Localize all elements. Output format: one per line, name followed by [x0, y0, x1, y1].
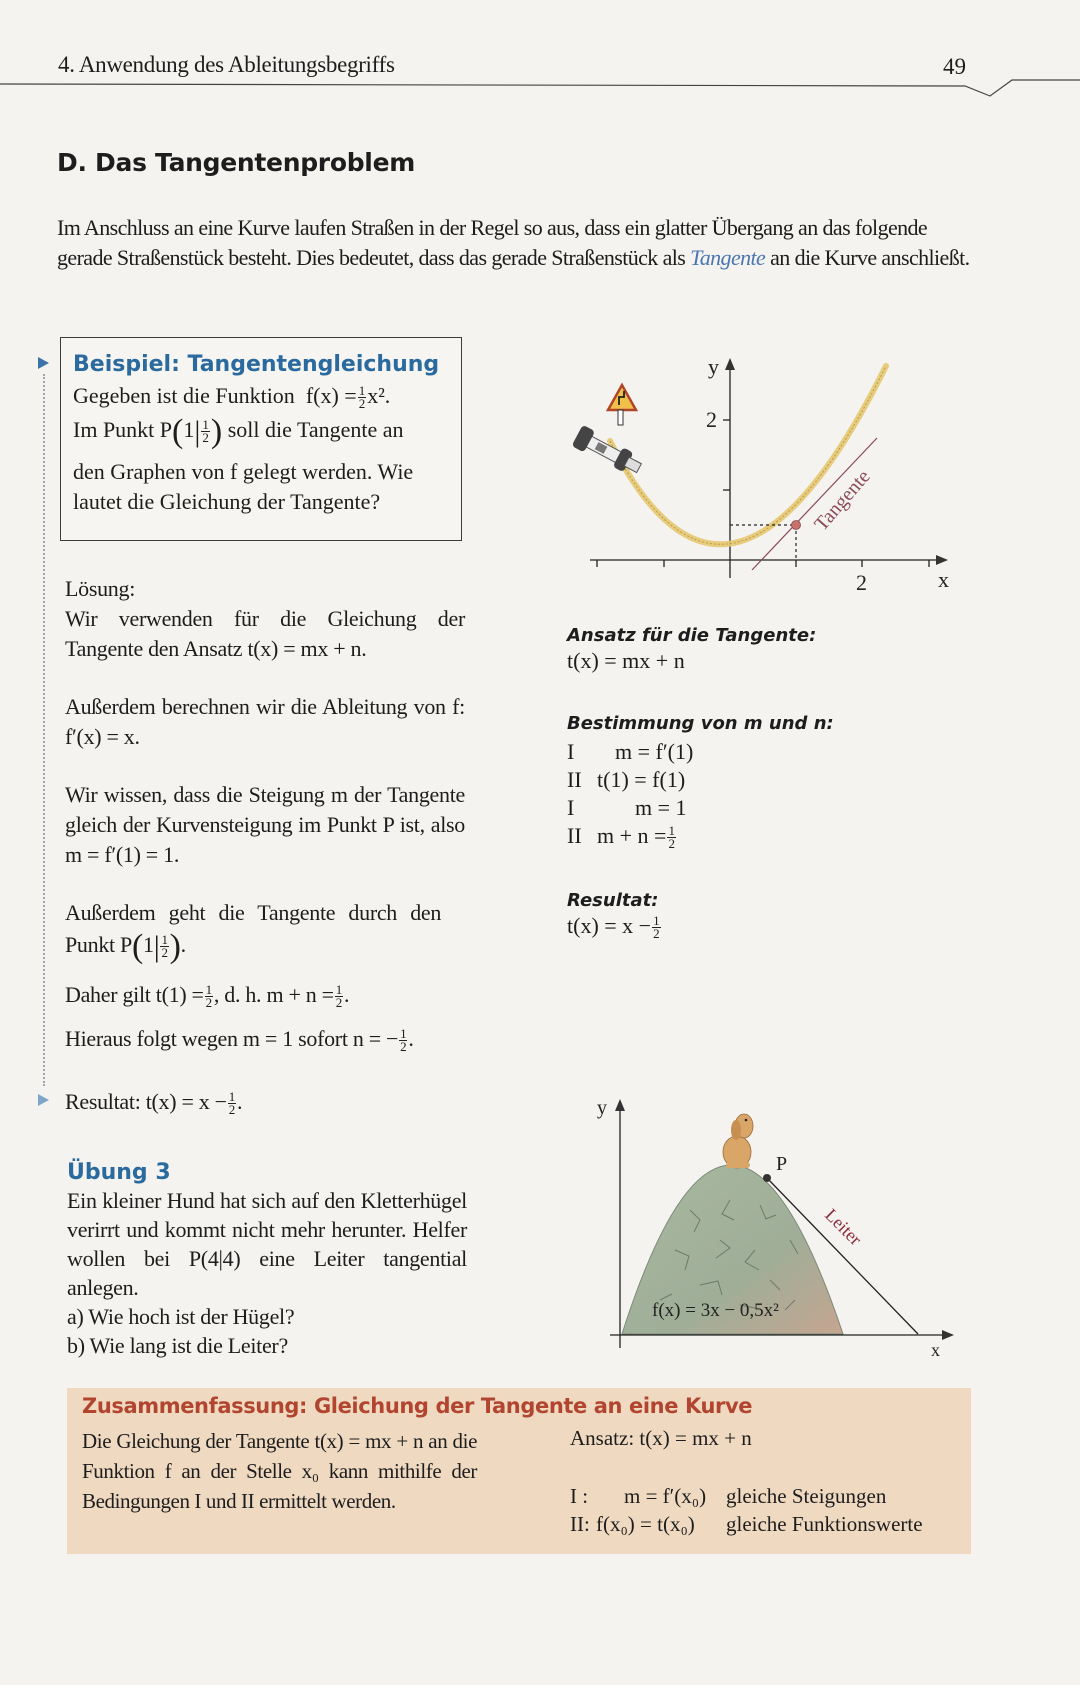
solution-paragraph-2: Außerdem berechnen wir die Ableitung von f: f′(x) = x.: [65, 694, 465, 749]
curve-warning-sign-icon: [608, 385, 636, 425]
intro-paragraph: [57, 213, 977, 273]
fraction: [228, 1091, 236, 1116]
example-line-1: [73, 382, 390, 410]
example-title: Beispiel: Tangentengleichung: [73, 352, 440, 377]
row-formula: m + n =: [597, 823, 667, 848]
intro-text: Im Anschluss an eine Kurve laufen Straßen in der Regel so aus, dass ein glatter Übergang an das folgende gerade Straßenstück besteht. Dies bedeutet, dass das gerade Straßenstück als: [57, 215, 928, 270]
row-label: II: [567, 767, 582, 792]
numerator: 1: [228, 1089, 235, 1105]
solution-paragraph-1: Wir verwenden für die Gleichung der Tangente den Ansatz t(x) = mx + n.: [65, 606, 465, 661]
fraction: [335, 984, 343, 1009]
fraction: [201, 419, 210, 444]
condition-row: [567, 766, 685, 794]
row-label: I: [567, 739, 575, 764]
exercise-question-a: a) Wie hoch ist der Hügel?: [67, 1304, 295, 1329]
denominator: 2: [205, 995, 212, 1011]
resultat-heading: Resultat:: [567, 890, 659, 911]
text: Daher gilt t(1) =: [65, 982, 204, 1007]
numerator: 1: [202, 417, 209, 433]
summary-title: Zusammenfassung: Gleichung der Tangente an eine Kurve: [82, 1394, 753, 1418]
example-start-marker-icon: [38, 357, 49, 369]
text: Resultat: t(x) = x −: [65, 1089, 227, 1114]
summary-box: [67, 1388, 971, 1554]
bestimmung-heading: Bestimmung von m und n:: [567, 713, 834, 734]
exercise-title: Übung 3: [67, 1160, 171, 1185]
solution-paragraph-3: Wir wissen, dass die Steigung m der Tangente gleich der Kurvensteigung im Punkt P ist, also m = f′(1) = 1.: [65, 782, 465, 867]
denominator: 2: [358, 396, 366, 412]
summary-condition-1: [570, 1484, 886, 1509]
denominator: 2: [400, 1039, 407, 1055]
example-box: [60, 337, 462, 541]
text: Gegeben ist die Funktion: [73, 383, 295, 408]
ansatz-heading: Ansatz für die Tangente:: [567, 625, 817, 646]
row-formula: m = f′(1): [615, 739, 694, 764]
formula: f(x) =: [305, 383, 357, 408]
condition-formula: f(x₀) = t(x₀): [596, 1512, 695, 1536]
fraction: [358, 385, 367, 410]
summary-ansatz: Ansatz: t(x) = mx + n: [570, 1426, 752, 1450]
summary-text: Die Gleichung der Tangente t(x) = mx + n an die Funktion f an der Stelle x₀ kann mithilfe der Bedingungen I und II ermittelt werden.: [82, 1429, 477, 1513]
numerator: 1: [161, 932, 168, 948]
text-mid: , d. h. m + n =: [213, 982, 334, 1007]
section-title: D. Das Tangentenproblem: [57, 148, 415, 177]
exercise-question-b: b) Wie lang ist die Leiter?: [67, 1333, 288, 1358]
solution-paragraph-6: Hieraus folgt wegen m = 1 sofort n = − $\frac{1}{2}$ .: [65, 1026, 414, 1055]
svg-text:2: 2: [706, 407, 717, 432]
solution-paragraph-5: Daher gilt t(1) = $\frac{1}{2}$ , d. h. m + n = $\frac{1}{2}$ .: [65, 982, 350, 1011]
page-number: 49: [943, 54, 966, 79]
example-end-marker-icon: [38, 1094, 49, 1106]
function-label: f(x) = 3x − 0,5x²: [652, 1300, 779, 1321]
text-post: soll die Tangente an: [227, 417, 404, 442]
svg-text:y: y: [597, 1097, 607, 1119]
svg-text:x: x: [931, 1340, 940, 1360]
fraction: [399, 1028, 407, 1053]
fraction: [652, 915, 661, 940]
svg-text:x: x: [938, 567, 949, 592]
condition-description: gleiche Funktionswerte: [726, 1512, 923, 1536]
numerator: 1: [668, 823, 675, 839]
solution-point: Punkt P(1| $\frac{1}{2}$ ).: [65, 927, 186, 965]
point-p-marker: [792, 521, 801, 530]
numerator: 1: [205, 982, 212, 998]
resultat-formula: [567, 912, 662, 940]
svg-text:y: y: [708, 354, 719, 379]
coord-x: 1: [183, 417, 195, 442]
fraction: [205, 984, 213, 1009]
condition-formula: m = f′(x₀): [624, 1484, 707, 1508]
dog-icon: [723, 1114, 753, 1168]
numerator: 1: [358, 383, 366, 399]
denominator: 2: [668, 836, 675, 852]
intro-text-end: an die Kurve anschließt.: [765, 245, 970, 270]
row-formula: t(1) = f(1): [597, 767, 686, 792]
denominator: 2: [653, 926, 660, 942]
example-line-3: den Graphen von f gelegt werden. Wie: [73, 459, 414, 484]
text: Hieraus folgt wegen m = 1 sofort n = −: [65, 1026, 399, 1051]
condition-row: [567, 794, 687, 822]
condition-row: [567, 738, 693, 766]
solution-paragraph-4: Außerdem geht die Tangente durch den: [65, 900, 442, 925]
numerator: 1: [335, 982, 342, 998]
header-rule: [0, 78, 1080, 102]
point-p-marker: [763, 1174, 771, 1182]
denominator: 2: [228, 1102, 235, 1118]
example-line-2: Im Punkt P(1| $\frac{1}{2}$ ) soll die Tangente an: [73, 412, 404, 450]
condition-label: II:: [570, 1512, 590, 1536]
svg-text:2: 2: [856, 570, 867, 595]
exercise-text: Ein kleiner Hund hat sich auf den Kletterhügel verirrt und kommt nicht mehr herunter. Helfer wollen bei P(4|4) eine Leiter tangential anlegen.: [67, 1188, 467, 1300]
hill-plot: [580, 1090, 960, 1370]
text: Im Punkt P: [73, 417, 173, 442]
condition-label: I :: [570, 1484, 589, 1508]
example-line-4: lautet die Gleichung der Tangente?: [73, 489, 381, 514]
summary-condition-2: [570, 1512, 923, 1537]
text: Punkt P: [65, 932, 132, 957]
coord-x: 1: [143, 932, 154, 957]
ladder-label: Leiter: [821, 1204, 866, 1250]
denominator: 2: [161, 945, 168, 961]
solution-label: Lösung:: [65, 576, 136, 601]
denominator: 2: [202, 430, 209, 446]
formula-tail: x².: [367, 383, 391, 408]
denominator: 2: [335, 995, 342, 1011]
svg-text:P: P: [776, 1153, 788, 1175]
numerator: 1: [400, 1026, 407, 1042]
condition-row: [567, 822, 677, 850]
condition-description: gleiche Steigungen: [726, 1484, 887, 1508]
fraction: [160, 934, 168, 959]
row-formula: m = 1: [635, 795, 687, 820]
row-label: I: [567, 795, 575, 820]
tangent-label: Tangente: [810, 465, 875, 536]
numerator: 1: [653, 913, 660, 929]
race-car-icon: [572, 425, 645, 479]
fraction: [667, 825, 676, 850]
ansatz-formula: t(x) = mx + n: [567, 648, 685, 673]
solution-result: Resultat: t(x) = x − $\frac{1}{2}$ .: [65, 1089, 243, 1118]
formula: t(x) = x −: [567, 913, 652, 938]
row-label: II: [567, 823, 582, 848]
tangent-plot: [560, 350, 960, 600]
chapter-title: 4. Anwendung des Ableitungsbegriffs: [58, 52, 395, 77]
example-dotted-rule: [43, 374, 45, 1086]
intro-highlight-term: Tangente: [690, 245, 766, 270]
